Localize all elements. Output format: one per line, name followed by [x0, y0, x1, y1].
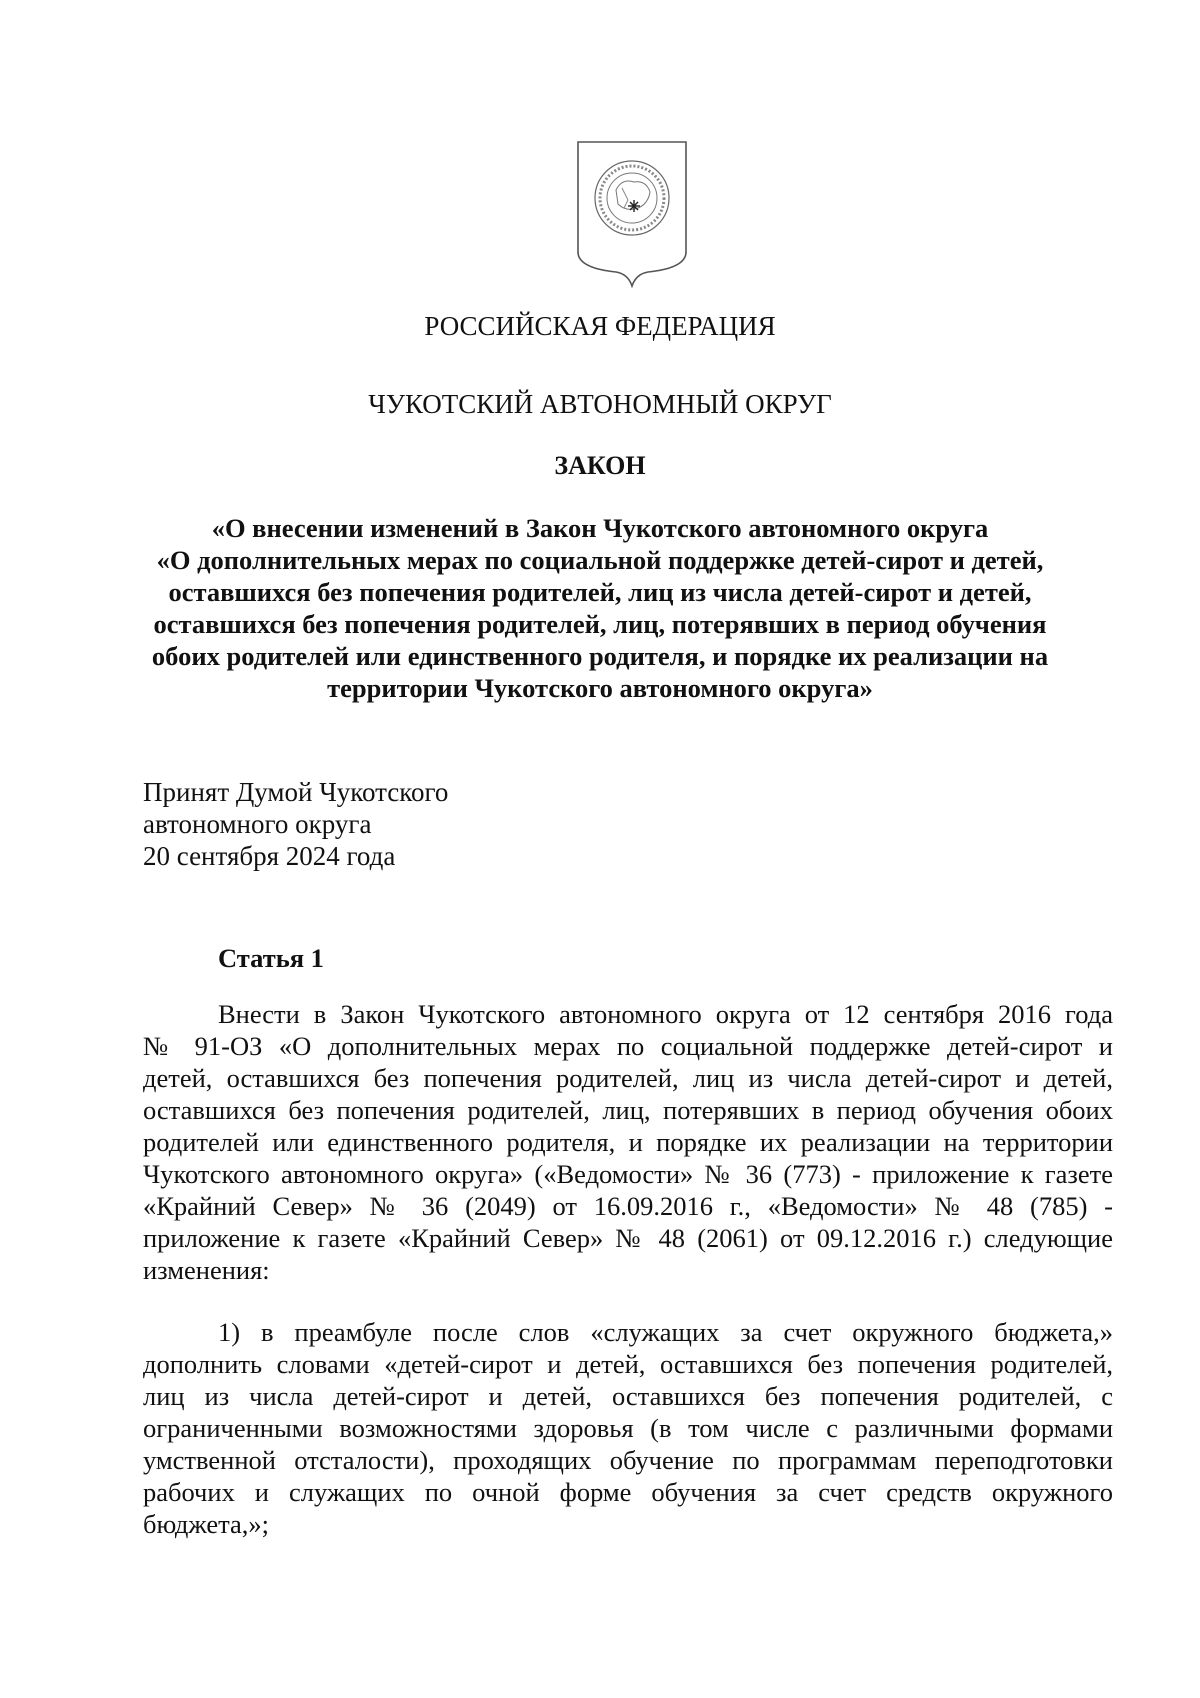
law-title: [120, 512, 1080, 704]
paragraph-line: приложение к газете «Крайний Север» № 48 (2061) от 09.12.2016 г.) следующие: [143, 1223, 1113, 1253]
paragraph-line: изменения:: [143, 1255, 270, 1285]
article-paragraph: [143, 998, 1113, 1286]
paragraph-line: лиц из числа детей-сирот и детей, оставшихся без попечения родителей, с: [143, 1381, 1113, 1411]
region-heading: ЧУКОТСКИЙ АВТОНОМНЫЙ ОКРУГ: [368, 389, 832, 419]
law-title-line: «О внесении изменений в Закон Чукотского автономного округа: [211, 513, 989, 543]
law-title-line: обоих родителей или единственного родителя, и порядке их реализации на: [151, 641, 1049, 671]
document-type-heading: ЗАКОН: [554, 451, 646, 480]
paragraph-line: Внести в Закон Чукотского автономного округа от 12 сентября 2016 года: [218, 999, 1113, 1029]
law-title-line: оставшихся без попечения родителей, лиц, потерявших в период обучения: [153, 609, 1047, 639]
paragraph-line: ограниченными возможностями здоровья (в том числе с различными формами: [143, 1413, 1113, 1443]
paragraph-line: «Крайний Север» № 36 (2049) от 16.09.2016 г., «Ведомости» № 48 (785) -: [143, 1191, 1113, 1221]
adoption-note: [143, 776, 448, 872]
country-heading: РОССИЙСКАЯ ФЕДЕРАЦИЯ: [424, 311, 776, 341]
coat-of-arms-emblem-icon: [576, 140, 688, 288]
adoption-line: 20 сентября 2024 года: [143, 841, 396, 871]
paragraph-line: бюджета,»;: [143, 1509, 270, 1539]
paragraph-line: родителей или единственного родителя, и порядке их реализации на территории: [143, 1127, 1113, 1157]
adoption-line: Принят Думой Чукотского: [143, 777, 449, 807]
paragraph-line: детей, оставшихся без попечения родителей, лиц из числа детей-сирот и детей,: [143, 1063, 1113, 1093]
law-title-line: оставшихся без попечения родителей, лиц из числа детей-сирот и детей,: [168, 577, 1032, 607]
law-title-line: «О дополнительных мерах по социальной поддержке детей-сирот и детей,: [156, 545, 1044, 575]
paragraph-line: Чукотского автономного округа» («Ведомости» № 36 (773) - приложение к газете: [143, 1159, 1113, 1189]
paragraph-line: умственной отсталости), проходящих обучение по программам переподготовки: [143, 1445, 1113, 1475]
paragraph-line: дополнить словами «детей-сирот и детей, оставшихся без попечения родителей,: [143, 1349, 1113, 1379]
law-title-line: территории Чукотского автономного округа»: [327, 673, 873, 703]
paragraph-line: рабочих и служащих по очной форме обучения за счет средств окружного: [143, 1477, 1113, 1507]
amendment-item-1: [143, 1316, 1113, 1540]
article-heading: Статья 1: [218, 943, 324, 973]
paragraph-line: № 91-ОЗ «О дополнительных мерах по социальной поддержке детей-сирот и: [143, 1031, 1113, 1061]
paragraph-line: 1) в преамбуле после слов «служащих за счет окружного бюджета,»: [218, 1317, 1113, 1347]
adoption-line: автономного округа: [143, 809, 372, 839]
paragraph-line: оставшихся без попечения родителей, лиц, потерявших в период обучения обоих: [143, 1095, 1113, 1125]
